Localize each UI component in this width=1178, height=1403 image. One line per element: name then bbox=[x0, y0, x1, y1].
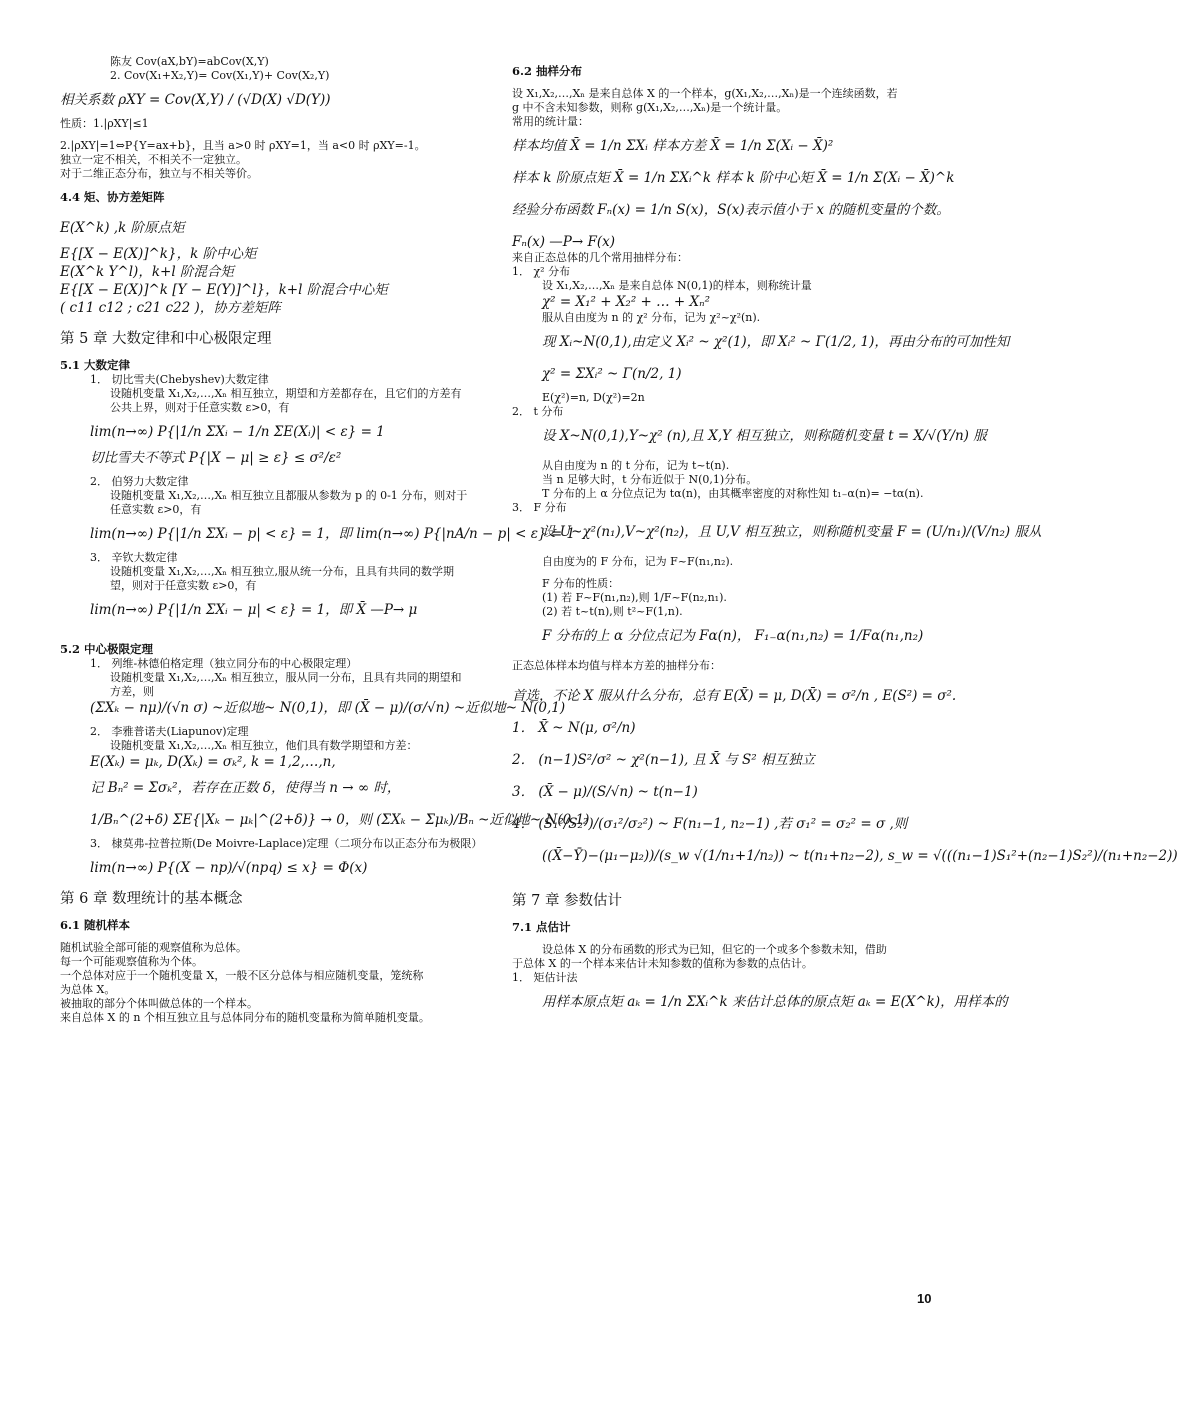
text-line: 常用的统计量： bbox=[512, 115, 589, 128]
formula-line: 现 Xᵢ~N(0,1),由定义 Xᵢ² ~ χ²(1)，即 Xᵢ² ~ Γ(1/2, 1)，再由分布的可加性知 bbox=[542, 334, 1010, 350]
formula-line: 2． (n−1)S²/σ² ~ χ²(n−1), 且 X̄ 与 S² 相互独立 bbox=[512, 752, 815, 768]
text-line: 公共上界，则对于任意实数 ε>0，有 bbox=[110, 401, 290, 414]
spacer bbox=[512, 705, 942, 719]
formula-line: ( c11 c12 ; c21 c22 )，协方差矩阵 bbox=[60, 300, 281, 316]
formula-line: 记 Bₙ² = Σσₖ²，若存在正数 δ，使得当 n → ∞ 时， bbox=[90, 780, 401, 796]
text-line: 2． 李雅普诺夫(Liapunov)定理 bbox=[90, 725, 249, 738]
spacer bbox=[512, 673, 942, 687]
text-line: 为总体 X。 bbox=[60, 983, 116, 996]
formula-line: 1． X̄ ~ N(μ, σ²/n) bbox=[512, 720, 636, 736]
text-line: 2． 伯努力大数定律 bbox=[90, 475, 189, 488]
text-line: 一个总体对应于一个随机变量 X，一般不区分总体与相应随机变量，笼统称 bbox=[60, 969, 424, 982]
text-line: 每一个可能观察值称为个体。 bbox=[60, 955, 203, 968]
text-line: 服从自由度为 n 的 χ² 分布，记为 χ²~χ²(n). bbox=[542, 311, 761, 324]
text-line: 3． 辛钦大数定律 bbox=[90, 551, 178, 564]
text-line: E(χ²)=n, D(χ²)=2n bbox=[542, 391, 645, 404]
text-line: 3． F 分布 bbox=[512, 501, 567, 514]
spacer bbox=[512, 155, 942, 169]
spacer bbox=[512, 645, 942, 659]
spacer bbox=[60, 933, 480, 941]
text-line: 正态总体样本均值与样本方差的抽样分布： bbox=[512, 659, 721, 672]
text-line: (2) 若 t~t(n),则 t²~F(1,n). bbox=[542, 605, 683, 618]
spacer bbox=[512, 801, 942, 815]
text-line: 设总体 X 的分布函数的形式为已知，但它的一个或多个参数未知，借助 bbox=[542, 943, 887, 956]
formula-line: E{[X − E(X)]^k [Y − E(Y)]^l}，k+l 阶混合中心矩 bbox=[60, 282, 388, 298]
text-line: F 分布的性质： bbox=[542, 577, 620, 590]
text-line: 3． 棣莫弗-拉普拉斯(De Moivre-Laplace)定理（二项分布以正态分布为极限） bbox=[90, 837, 483, 850]
text-line: 独立一定不相关，不相关不一定独立。 bbox=[60, 153, 247, 166]
spacer bbox=[512, 219, 942, 233]
text-line: 1． 列维-林德伯格定理（独立同分布的中心极限定理） bbox=[90, 657, 358, 670]
spacer bbox=[60, 517, 480, 525]
spacer bbox=[60, 851, 480, 859]
spacer bbox=[512, 383, 942, 391]
formula-line: χ² = ΣXᵢ² ~ Γ(n/2, 1) bbox=[542, 366, 682, 382]
formula-line: lim(n→∞) P{|1/n ΣXᵢ − p| < ε} = 1，即 lim(n→∞) P{|nA/n − p| < ε} = 1 bbox=[90, 526, 576, 542]
text-line: (1) 若 F~F(n₁,n₂),则 1/F~F(n₂,n₁). bbox=[542, 591, 727, 604]
text-line: 于总体 X 的一个样本来估计未知参数的值称为参数的点估计。 bbox=[512, 957, 813, 970]
text-line: 被抽取的部分个体叫做总体的一个样本。 bbox=[60, 997, 258, 1010]
spacer bbox=[60, 717, 480, 725]
text-line: 1． 矩估计法 bbox=[512, 971, 578, 984]
spacer bbox=[512, 769, 942, 783]
spacer bbox=[512, 419, 942, 427]
spacer bbox=[60, 829, 480, 837]
text-line: 2. Cov(X₁+X₂,Y)= Cov(X₁,Y)+ Cov(X₂,Y) bbox=[110, 69, 330, 82]
spacer bbox=[60, 619, 480, 633]
formula-line: 切比雪夫不等式 P{|X − μ| ≥ ε} ≤ σ²/ε² bbox=[90, 450, 342, 466]
formula-line: Fₙ(x) —P→ F(x) bbox=[512, 234, 615, 250]
formula-line: 1/Bₙ^(2+δ) ΣE{|Xₖ − μₖ|^(2+δ)} → 0，则 (ΣXₖ − Σμₖ)/Bₙ ~近似地~ N(0,1) bbox=[90, 812, 590, 828]
formula-line: 用样本原点矩 aₖ = 1/n ΣXᵢ^k 来估计总体的原点矩 aₖ = E(X^k)，用样本的 bbox=[542, 994, 1008, 1010]
right-column bbox=[512, 55, 1178, 1011]
text-line: 设随机变量 X₁,X₂,…,Xₙ 相互独立,服从统一分布，且具有共同的数学期 bbox=[110, 565, 455, 578]
text-line: T 分布的上 α 分位点记为 tα(n)，由其概率密度的对称性知 t₁₋α(n)= −tα(n). bbox=[542, 487, 924, 500]
formula-line: 设 X~N(0,1),Y~χ² (n),且 X,Y 相互独立，则称随机变量 t = X/√(Y/n) 服 bbox=[542, 428, 987, 444]
spacer bbox=[60, 237, 480, 245]
text-line: 2． t 分布 bbox=[512, 405, 564, 418]
spacer bbox=[512, 985, 942, 993]
formula-line: 设 U~χ²(n₁),V~χ²(n₂)，且 U,V 相互独立，则称随机变量 F = (U/n₁)/(V/n₂) 服从 bbox=[542, 524, 1042, 540]
text-line: 任意实数 ε>0，有 bbox=[110, 503, 202, 516]
formula-line: 样本均值 X̄ = 1/n ΣXᵢ 样本方差 X̄ = 1/n Σ(Xᵢ − X̄)² bbox=[512, 138, 834, 154]
spacer bbox=[60, 771, 480, 779]
formula-line: 样本 k 阶原点矩 X̄ = 1/n ΣXᵢ^k 样本 k 阶中心矩 X̄ = 1/n Σ(Xᵢ − X̄)^k bbox=[512, 170, 955, 186]
formula-line: E(X^k) ,k 阶原点矩 bbox=[60, 220, 185, 236]
text-line: 设随机变量 X₁,X₂,…,Xₙ 相互独立，期望和方差都存在，且它们的方差有 bbox=[110, 387, 462, 400]
text-line: 陈友 Cov(aX,bY)=abCov(X,Y) bbox=[110, 55, 269, 68]
text-line: 设随机变量 X₁,X₂,…,Xₙ 相互独立，服从同一分布，且具有共同的期望和 bbox=[110, 671, 462, 684]
spacer bbox=[512, 129, 942, 137]
spacer bbox=[512, 541, 942, 555]
section-heading: 7.1 点估计 bbox=[512, 920, 571, 934]
spacer bbox=[512, 515, 942, 523]
spacer bbox=[60, 131, 480, 139]
spacer bbox=[512, 351, 942, 365]
formula-line: lim(n→∞) P{|1/n ΣXᵢ − μ| < ε} = 1，即 X̄ —P→ μ bbox=[90, 602, 418, 618]
text-line: 随机试验全部可能的观察值称为总体。 bbox=[60, 941, 247, 954]
formula-line: lim(n→∞) P{(X − np)/√(npq) ≤ x} = Φ(x) bbox=[90, 860, 368, 876]
formula-line: 3． (X̄ − μ)/(S/√n) ~ t(n−1) bbox=[512, 784, 698, 800]
formula-line: 首选，不论 X 服从什么分布，总有 E(X̄) = μ, D(X̄) = σ²/n , E(S²) = σ². bbox=[512, 688, 957, 704]
spacer bbox=[60, 543, 480, 551]
spacer bbox=[60, 205, 480, 219]
text-line: g 中不含未知参数，则称 g(X₁,X₂,…,Xₙ)是一个统计量。 bbox=[512, 101, 788, 114]
formula-line: 4． (S₁²/S₂²)/(σ₁²/σ₂²) ~ F(n₁−1, n₂−1) ,若 σ₁² = σ₂² = σ ,则 bbox=[512, 816, 908, 832]
formula-line: E{[X − E(X)]^k}，k 阶中心矩 bbox=[60, 246, 257, 262]
text-line: 1． χ² 分布 bbox=[512, 265, 571, 278]
spacer bbox=[512, 619, 942, 627]
formula-line: E(Xₖ) = μₖ, D(Xₖ) = σₖ², k = 1,2,…,n, bbox=[90, 754, 336, 770]
spacer bbox=[512, 445, 942, 459]
spacer bbox=[60, 797, 480, 811]
chapter-heading: 第 7 章 参数估计 bbox=[512, 893, 623, 909]
formula-line: F 分布的上 α 分位点记为 Fα(n)， F₁₋α(n₁,n₂) = 1/Fα(n₁,n₂) bbox=[542, 628, 924, 644]
text-line: 2.|ρXY|=1⇔P{Y=ax+b}，且当 a>0 时 ρXY=1，当 a<0 时 ρXY=-1。 bbox=[60, 139, 426, 152]
text-line: 来自正态总体的几个常用抽样分布： bbox=[512, 251, 688, 264]
formula-line: χ² = X₁² + X₂² + … + Xₙ² bbox=[542, 294, 711, 310]
text-line: 自由度为的 F 分布，记为 F~F(n₁,n₂). bbox=[542, 555, 734, 568]
text-line: 当 n 足够大时，t 分布近似于 N(0,1)分布。 bbox=[542, 473, 758, 486]
spacer bbox=[512, 833, 942, 847]
chapter-heading: 第 5 章 大数定律和中心极限定理 bbox=[60, 331, 272, 347]
chapter-heading: 第 6 章 数理统计的基本概念 bbox=[60, 891, 243, 907]
formula-line: 相关系数 ρXY = Cov(X,Y) / (√D(X) √D(Y)) bbox=[60, 92, 331, 108]
section-heading: 6.2 抽样分布 bbox=[512, 64, 583, 78]
spacer bbox=[60, 83, 480, 91]
text-line: 1． 切比雪夫(Chebyshev)大数定律 bbox=[90, 373, 269, 386]
spacer bbox=[60, 467, 480, 475]
text-line: 从自由度为 n 的 t 分布，记为 t~t(n). bbox=[542, 459, 730, 472]
section-heading: 5.1 大数定律 bbox=[60, 358, 131, 372]
formula-line: (ΣXₖ − nμ)/(√n σ) ~近似地~ N(0,1)，即 (X̄ − μ)/(σ/√n) ~近似地~ N(0,1) bbox=[90, 700, 566, 716]
formula-line: lim(n→∞) P{|1/n ΣXᵢ − 1/n ΣE(Xᵢ)| < ε} = 1 bbox=[90, 424, 385, 440]
text-line: 望，则对于任意实数 ε>0，有 bbox=[110, 579, 257, 592]
text-line: 对于二维正态分布，独立与不相关等价。 bbox=[60, 167, 258, 180]
text-line: 设 X₁,X₂,…,Xₙ 是来自总体 N(0,1)的样本，则称统计量 bbox=[542, 279, 812, 292]
section-heading: 4.4 矩、协方差矩阵 bbox=[60, 190, 165, 204]
text-line: 性质：1.|ρXY|≤1 bbox=[60, 117, 149, 130]
spacer bbox=[512, 79, 942, 87]
section-heading: 6.1 随机样本 bbox=[60, 918, 131, 932]
spacer bbox=[60, 415, 480, 423]
text-line: 方差，则 bbox=[110, 685, 154, 698]
page-number: 10 bbox=[917, 1291, 932, 1306]
spacer bbox=[512, 865, 942, 879]
spacer bbox=[512, 325, 942, 333]
formula-line: ((X̄−Ȳ)−(μ₁−μ₂))/(s_w √(1/n₁+1/n₂)) ~ t(n₁+n₂−2), s_w = √(((n₁−1)S₁²+(n₂−1)S₂²)/(n₁+n₂−2)) bbox=[542, 848, 1178, 864]
text-line: 设随机变量 X₁,X₂,…,Xₙ 相互独立且都服从参数为 p 的 0-1 分布，则对于 bbox=[110, 489, 468, 502]
section-heading: 5.2 中心极限定理 bbox=[60, 642, 154, 656]
spacer bbox=[60, 441, 480, 449]
spacer bbox=[60, 109, 480, 117]
text-line: 设随机变量 X₁,X₂,…,Xₙ 相互独立，他们具有数学期望和方差： bbox=[110, 739, 418, 752]
text-line: 来自总体 X 的 n 个相互独立且与总体同分布的随机变量称为简单随机变量。 bbox=[60, 1011, 430, 1024]
spacer bbox=[512, 737, 942, 751]
spacer bbox=[60, 593, 480, 601]
formula-line: E(X^k Y^l)，k+l 阶混合矩 bbox=[60, 264, 234, 280]
spacer bbox=[512, 935, 942, 943]
spacer bbox=[512, 569, 942, 577]
text-line: 设 X₁,X₂,…,Xₙ 是来自总体 X 的一个样本，g(X₁,X₂,…,Xₙ)是一个连续函数，若 bbox=[512, 87, 898, 100]
formula-line: 经验分布函数 Fₙ(x) = 1/n S(x)，S(x)表示值小于 x 的随机变量的个数。 bbox=[512, 202, 950, 218]
spacer bbox=[512, 187, 942, 201]
